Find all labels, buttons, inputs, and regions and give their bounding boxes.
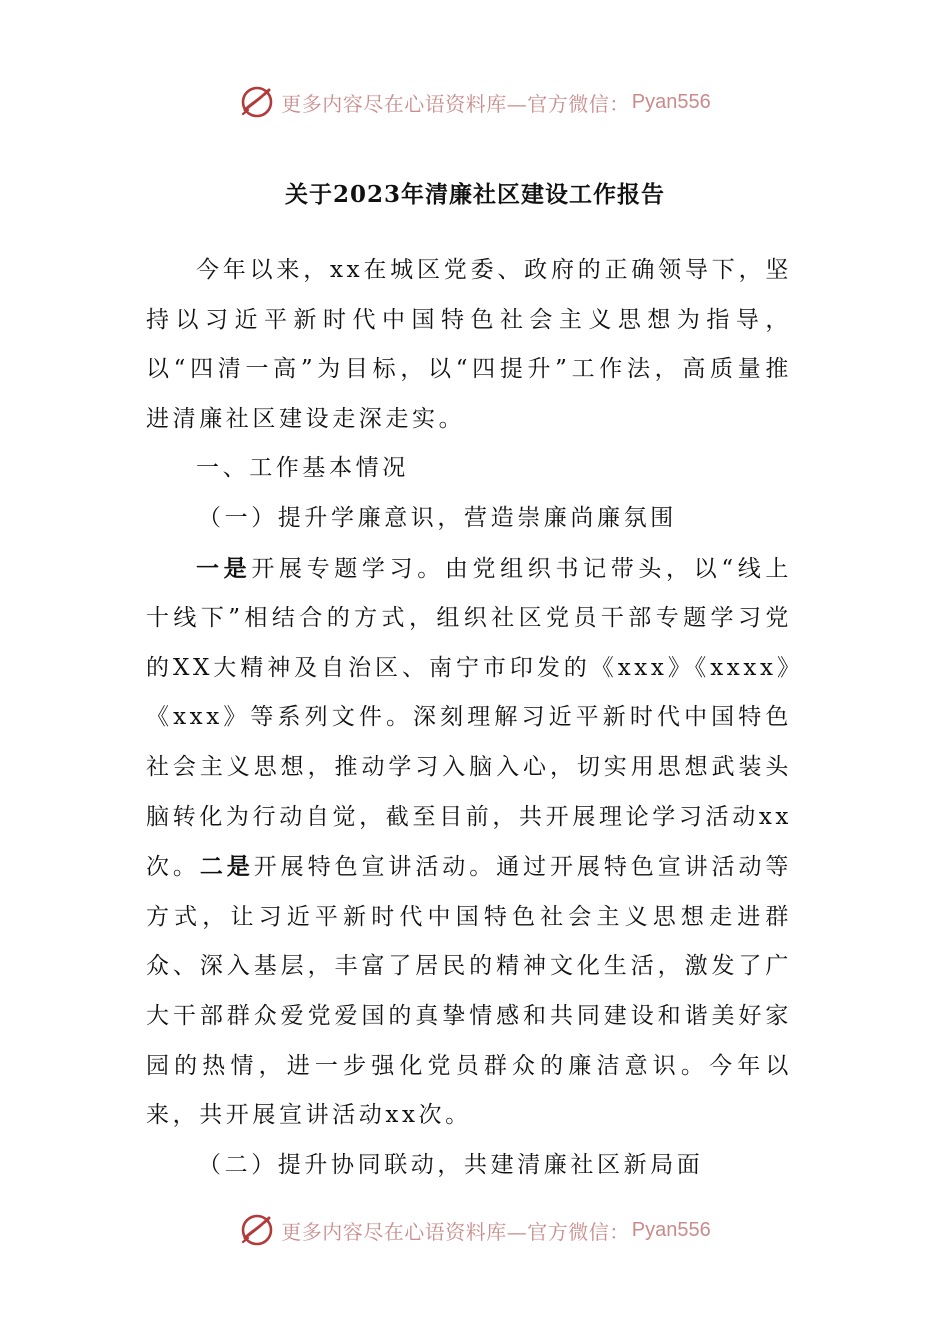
subsection-1-paragraph — [146, 544, 792, 1141]
document-body — [146, 246, 792, 1190]
document-title: 关于2023年清廉社区建设工作报告 — [284, 181, 665, 208]
pen-logo-icon — [239, 1212, 275, 1248]
intro-paragraph: 今年以来，xx在城区党委、政府的正确领导下，坚持以习近平新时代中国特色社会主义思想为指导，以“四清一高”为目标，以“四提升”工作法，高质量推进清廉社区建设走深走实。 — [146, 257, 792, 432]
watermark-text: 更多内容尽在心语资料库—官方微信： — [281, 91, 630, 116]
pen-logo-icon — [239, 84, 275, 120]
paragraph-text-1: 开展专题学习。由党组织书记带头，以“线上十线下”相结合的方式，组织社区党员干部专题学习党的XX大精神及自治区、南宁市印发的《xxx》《xxxx》《xxx》等系列文件。深刻理解习近平新时代中国特色社会主义思想，推动学习入脑入心，切实用思想武装头脑转化为行动自觉，截至目前，共开展理论学习活动xx次。 — [146, 555, 793, 881]
subsection-heading-2: （二）提升协同联动，共建清廉社区新局面 — [198, 1151, 704, 1178]
section-heading-1: 一、工作基本情况 — [196, 455, 409, 482]
lead-marker-1: 一是 — [196, 554, 252, 582]
watermark-footer — [0, 1210, 950, 1250]
lead-marker-2: 二是 — [199, 853, 254, 881]
paragraph-text-2: 开展特色宣讲活动。通过开展特色宣讲活动等方式，让习近平新时代中国特色社会主义思想走进群众、深入基层，丰富了居民的精神文化生活，激发了广大干部群众爱党爱国的真挚情感和共同建设和谐美好家园的热情，进一步强化党员群众的廉洁意识。今年以来，共开展宣讲活动xx次。 — [146, 854, 793, 1129]
watermark-handle: Pyan556 — [631, 90, 711, 113]
subsection-heading-1: （一）提升学廉意识，营造崇廉尚廉氛围 — [198, 504, 677, 531]
watermark-header — [0, 82, 950, 122]
watermark-handle: Pyan556 — [631, 1218, 711, 1241]
watermark-text: 更多内容尽在心语资料库—官方微信： — [281, 1219, 630, 1244]
